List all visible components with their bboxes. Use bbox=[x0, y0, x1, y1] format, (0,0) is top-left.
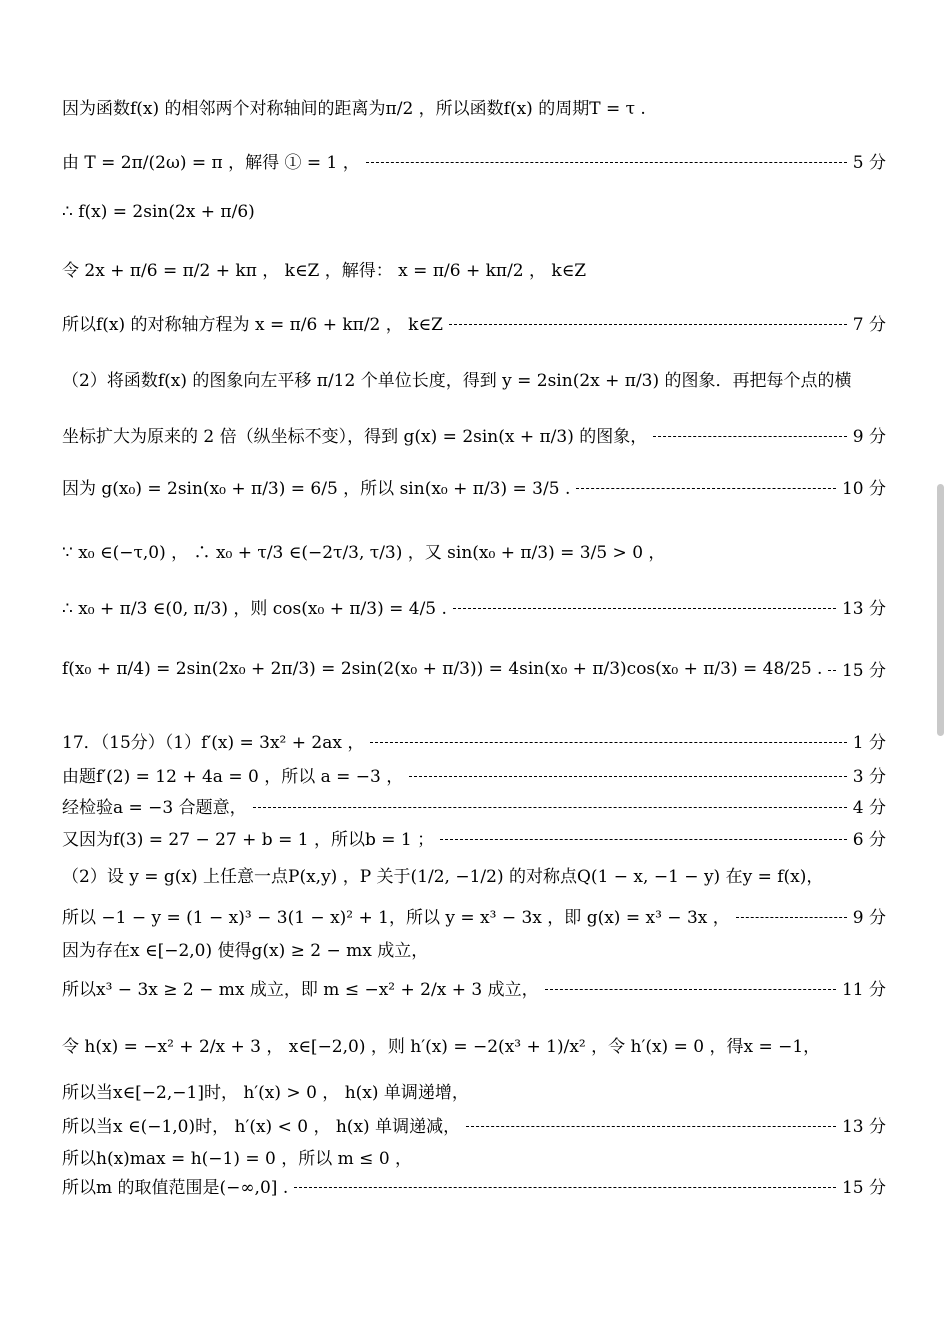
line-text: 因为存在x ∈[−2,0) 使得g(x) ≥ 2 − mx 成立， bbox=[62, 941, 429, 961]
dashed-leader bbox=[828, 670, 836, 671]
score-label: 15 分 bbox=[841, 661, 886, 681]
line-10 bbox=[62, 594, 886, 619]
line-18 bbox=[62, 936, 886, 961]
score-label: 5 分 bbox=[852, 153, 886, 173]
dashed-leader bbox=[253, 807, 847, 808]
dashed-leader bbox=[453, 608, 836, 609]
line-text: 由 T = 2π/(2ω) = π ，解得 ① = 1 ， bbox=[62, 153, 360, 173]
line-text: 所以f(x) 的对称轴方程为 x = π/6 + kπ/2 ， k∈Z bbox=[62, 315, 443, 335]
line-text: 所以 −1 − y = (1 − x)³ − 3(1 − x)² + 1，所以 y = x³ − 3x ，即 g(x) = x³ − 3x ， bbox=[62, 908, 730, 928]
score-label: 9 分 bbox=[852, 908, 886, 928]
line-17 bbox=[62, 903, 886, 928]
line-12 bbox=[62, 728, 886, 753]
line-text: ∴ f(x) = 2sin(2x + π/6) bbox=[62, 202, 255, 222]
line-23 bbox=[62, 1144, 886, 1169]
line-7 bbox=[62, 422, 886, 447]
dashed-leader bbox=[545, 989, 836, 990]
score-label: 13 分 bbox=[841, 1117, 886, 1137]
dashed-leader bbox=[409, 776, 847, 777]
score-label: 1 分 bbox=[852, 733, 886, 753]
line-1 bbox=[62, 94, 886, 119]
dashed-leader bbox=[466, 1126, 836, 1127]
line-4 bbox=[62, 256, 886, 281]
line-text: f(x₀ + π/4) = 2sin(2x₀ + 2π/3) = 2sin(2(x₀ + π/3)) = 4sin(x₀ + π/3)cos(x₀ + π/3) = 48/25 . bbox=[62, 658, 823, 679]
line-8 bbox=[62, 474, 886, 499]
dashed-leader bbox=[440, 839, 847, 840]
line-11 bbox=[62, 656, 886, 681]
dashed-leader bbox=[366, 162, 847, 163]
score-label: 13 分 bbox=[841, 599, 886, 619]
dashed-leader bbox=[736, 917, 847, 918]
line-16 bbox=[62, 862, 886, 887]
line-13 bbox=[62, 762, 886, 787]
line-text: 又因为f(3) = 27 − 27 + b = 1 ，所以b = 1 ； bbox=[62, 830, 435, 850]
dashed-leader bbox=[370, 742, 846, 743]
line-text: ∴ x₀ + π/3 ∈(0, π/3) ，则 cos(x₀ + π/3) = 4/5 . bbox=[62, 599, 447, 619]
line-text: 令 2x + π/6 = π/2 + kπ ， k∈Z ，解得： x = π/6 + kπ/2 ， k∈Z bbox=[62, 261, 587, 281]
line-text: 因为函数f(x) 的相邻两个对称轴间的距离为π/2 ，所以函数f(x) 的周期T = τ . bbox=[62, 99, 646, 119]
line-9 bbox=[62, 538, 886, 563]
line-21 bbox=[62, 1078, 886, 1103]
vertical-scrollbar[interactable] bbox=[937, 484, 944, 736]
line-text: 经检验a = −3 合题意， bbox=[62, 798, 247, 818]
line-text: （2）设 y = g(x) 上任意一点P(x,y) ，P 关于(1/2, −1/2) 的对称点Q(1 − x, −1 − y) 在y = f(x)， bbox=[62, 867, 824, 887]
score-label: 4 分 bbox=[852, 798, 886, 818]
score-label: 11 分 bbox=[841, 980, 886, 1000]
line-text: 所以x³ − 3x ≥ 2 − mx 成立，即 m ≤ −x² + 2/x + 3 成立， bbox=[62, 980, 539, 1000]
score-label: 3 分 bbox=[852, 767, 886, 787]
dashed-leader bbox=[294, 1187, 836, 1188]
dashed-leader bbox=[449, 324, 847, 325]
line-20 bbox=[62, 1032, 886, 1057]
line-text: 令 h(x) = −x² + 2/x + 3 ， x∈[−2,0) ，则 h′(x) = −2(x³ + 1)/x² ，令 h′(x) = 0 ，得x = −1， bbox=[62, 1037, 821, 1057]
line-14 bbox=[62, 793, 886, 818]
line-text: ∵ x₀ ∈(−τ,0) ， ∴ x₀ + τ/3 ∈(−2τ/3, τ/3) ，又 sin(x₀ + π/3) = 3/5 > 0 ， bbox=[62, 543, 666, 563]
score-label: 6 分 bbox=[852, 830, 886, 850]
score-label: 7 分 bbox=[852, 315, 886, 335]
line-19 bbox=[62, 975, 886, 1000]
line-24 bbox=[62, 1173, 886, 1198]
line-6 bbox=[62, 366, 886, 391]
dashed-leader bbox=[653, 436, 847, 437]
line-text: 所以m 的取值范围是(−∞,0] . bbox=[62, 1178, 289, 1198]
line-text: （2）将函数f(x) 的图象向左平移 π/12 个单位长度，得到 y = 2sin(2x + π/3) 的图象．再把每个点的横 bbox=[62, 371, 852, 391]
line-2 bbox=[62, 148, 886, 173]
line-text: 所以当x∈[−2,−1]时， h′(x) > 0 ， h(x) 单调递增， bbox=[62, 1083, 469, 1103]
line-text: 17．（15分）（1）f′(x) = 3x² + 2ax ， bbox=[62, 733, 365, 753]
line-text: 因为 g(x₀) = 2sin(x₀ + π/3) = 6/5 ，所以 sin(x₀ + π/3) = 3/5 . bbox=[62, 479, 571, 499]
line-22 bbox=[62, 1112, 886, 1137]
line-text: 坐标扩大为原来的 2 倍（纵坐标不变），得到 g(x) = 2sin(x + π/3) 的图象， bbox=[62, 427, 648, 447]
line-text: 所以当x ∈(−1,0)时， h′(x) < 0 ， h(x) 单调递减， bbox=[62, 1117, 461, 1137]
line-text: 由题f′(2) = 12 + 4a = 0 ，所以 a = −3 ， bbox=[62, 767, 404, 787]
score-label: 9 分 bbox=[852, 427, 886, 447]
score-label: 15 分 bbox=[841, 1178, 886, 1198]
line-15 bbox=[62, 825, 886, 850]
dashed-leader bbox=[576, 488, 836, 489]
line-3 bbox=[62, 202, 886, 222]
line-text: 所以h(x)max = h(−1) = 0 ，所以 m ≤ 0 ， bbox=[62, 1149, 413, 1169]
line-5 bbox=[62, 310, 886, 335]
score-label: 10 分 bbox=[841, 479, 886, 499]
